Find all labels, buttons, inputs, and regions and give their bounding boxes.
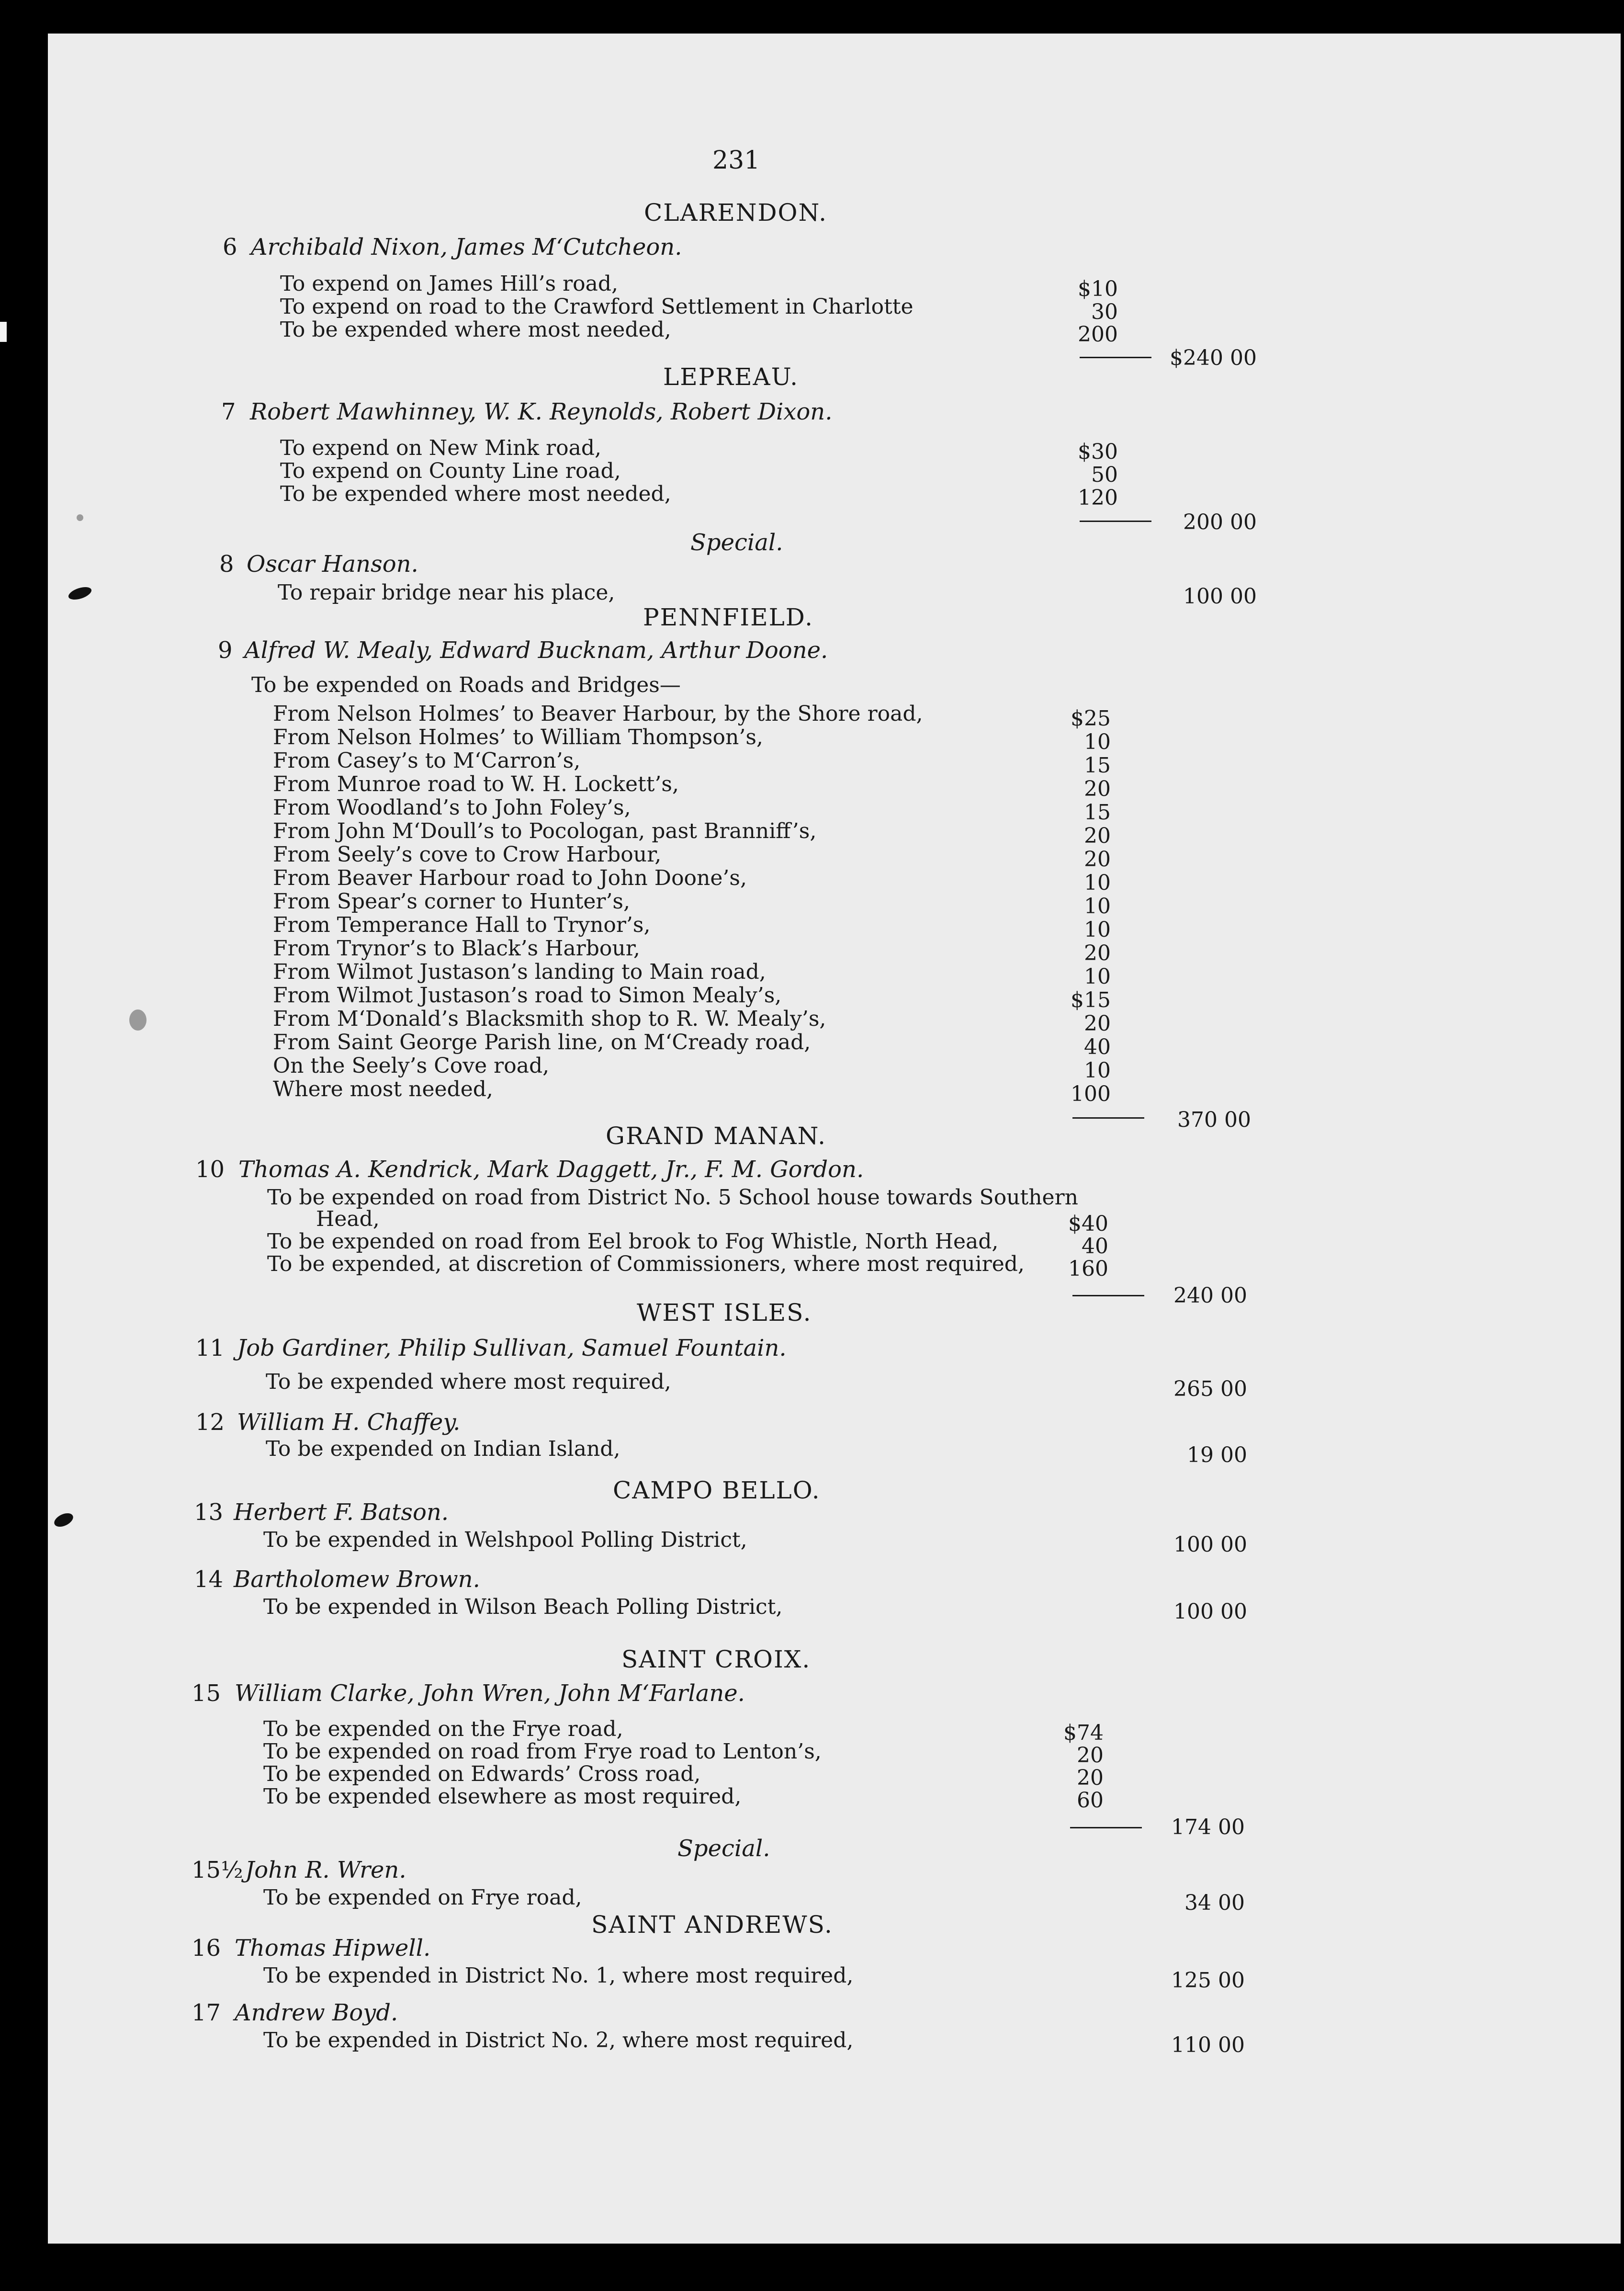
expenditure-amount: $10 [1078,277,1118,301]
entry-number: 7 [221,398,236,425]
commissioner-names: Oscar Hanson. [247,551,418,578]
entry-total: 34 00 [1184,1891,1245,1915]
commissioner-names: Bartholomew Brown. [234,1566,480,1593]
expenditure-amount: $74 [1063,1721,1104,1745]
expenditure-line: To be expended on the Frye road, [263,1717,623,1741]
expenditure-amount: 40 [1084,1035,1111,1059]
expenditure-line: From John M‘Doull’s to Pocologan, past Branniff’s, [273,819,817,843]
commissioner-names: Archibald Nixon, James M‘Cutcheon. [251,234,682,261]
expenditure-amount: 15 [1084,753,1111,778]
entry-total: 100 00 [1173,1599,1247,1624]
commissioner-names: Job Gardiner, Philip Sullivan, Samuel Fountain. [237,1335,787,1361]
expenditure-line: From Spear’s corner to Hunter’s, [273,889,631,914]
entry-number: 13 [194,1499,224,1526]
expenditure-line: From Woodland’s to John Foley’s, [273,795,631,820]
entry-number: 17 [192,1999,221,2026]
expenditure-amount: 120 [1078,486,1118,510]
expenditure-line: From M‘Donald’s Blacksmith shop to R. W. Mealy’s, [273,1007,826,1031]
roads-intro: To be expended on Roads and Bridges— [251,673,681,697]
expenditure-line: To be expended on Indian Island, [266,1437,620,1461]
expenditure-amount: 10 [1084,1058,1111,1083]
expenditure-amount: 20 [1084,941,1111,965]
expenditure-amount: 60 [1077,1788,1104,1813]
entry-number: 14 [194,1566,224,1593]
page-sheet [48,34,1621,2244]
expenditure-amount: 10 [1084,918,1111,942]
section-heading-pennfield: PENNFIELD. [643,603,813,631]
expenditure-line: To expend on County Line road, [280,459,621,483]
expenditure-line: Head, [316,1207,380,1231]
section-heading-clarendon: CLARENDON. [644,199,827,227]
expenditure-line: To expend on road to the Crawford Settlement in Charlotte [280,295,914,319]
entry-number: 12 [195,1409,225,1436]
commissioner-names: Herbert F. Batson. [234,1499,449,1526]
expenditure-amount: 20 [1084,824,1111,848]
expenditure-line: From Saint George Parish line, on M‘Cready road, [273,1030,811,1055]
expenditure-amount: 40 [1082,1234,1108,1259]
entry-number: 16 [192,1935,221,1962]
expenditure-line: To be expended where most needed, [280,482,671,506]
entry-number: 10 [195,1156,225,1183]
expenditure-line: From Nelson Holmes’ to William Thompson’s, [273,725,763,749]
commissioner-names: Thomas A. Kendrick, Mark Daggett, Jr., F. M. Gordon. [238,1156,864,1183]
expenditure-line: To expend on James Hill’s road, [280,272,619,296]
entry-total: $240 00 [1170,346,1257,370]
entry-number: 9 [218,637,233,664]
expenditure-amount: 20 [1077,1743,1104,1768]
expenditure-line: To be expended, at discretion of Commissioners, where most required, [267,1252,1025,1276]
expenditure-amount: $30 [1078,440,1118,464]
special-label: Special. [677,1835,770,1862]
entry-total: 240 00 [1173,1283,1247,1308]
section-heading-saint-croix: SAINT CROIX. [621,1645,811,1673]
commissioner-names: John R. Wren. [245,1857,406,1883]
commissioner-names: William H. Chaffey. [237,1409,461,1436]
expenditure-amount: $15 [1071,988,1111,1012]
expenditure-line: To be expended in District No. 2, where most required, [263,2028,854,2053]
section-heading-west-isles: WEST ISLES. [637,1299,812,1327]
commissioner-names: William Clarke, John Wren, John M‘Farlane. [235,1680,745,1707]
expenditure-line: To be expended in Wilson Beach Polling District, [263,1595,783,1619]
expenditure-amount: $40 [1068,1212,1108,1236]
section-heading-lepreau: LEPREAU. [663,363,799,391]
expenditure-amount: 10 [1084,871,1111,895]
expenditure-amount: 20 [1084,847,1111,872]
expenditure-amount: 20 [1084,777,1111,801]
expenditure-amount: 20 [1084,1011,1111,1036]
expenditure-line: To repair bridge near his place, [278,580,615,605]
expenditure-amount: $25 [1071,706,1111,731]
entry-total: 110 00 [1171,2033,1245,2057]
expenditure-line: On the Seely’s Cove road, [273,1054,550,1078]
expenditure-line: From Wilmot Justason’s road to Simon Mealy’s, [273,983,782,1008]
entry-number: 15 [192,1680,221,1707]
expenditure-line: From Casey’s to M‘Carron’s, [273,749,581,773]
section-heading-campo-bello: CAMPO BELLO. [613,1476,821,1504]
scan-speck [77,514,83,521]
expenditure-line: To be expended where most needed, [280,318,671,342]
entry-number: 11 [195,1335,225,1361]
expenditure-amount: 10 [1084,730,1111,754]
page-number: 231 [712,146,760,175]
expenditure-line: From Beaver Harbour road to John Doone’s, [273,866,747,890]
entry-total: 100 00 [1183,584,1257,609]
expenditure-amount: 20 [1077,1766,1104,1790]
expenditure-amount: 160 [1068,1257,1108,1281]
expenditure-amount: 10 [1084,894,1111,919]
expenditure-line: To be expended in Welshpool Polling District, [263,1528,747,1552]
section-heading-grand-manan: GRAND MANAN. [606,1122,827,1150]
entry-total: 200 00 [1183,510,1257,534]
expenditure-amount: 100 [1071,1082,1111,1106]
expenditure-line: To be expended elsewhere as most required, [263,1784,742,1809]
expenditure-line: To be expended on road from District No. 5 School house towards Southern [267,1185,1078,1210]
entry-number: 15½ [192,1857,243,1883]
entry-number: 6 [223,234,237,261]
expenditure-line: From Wilmot Justason’s landing to Main road, [273,960,766,984]
special-label: Special. [690,529,783,556]
commissioner-names: Robert Mawhinney, W. K. Reynolds, Robert Dixon. [250,398,833,425]
expenditure-line: To be expended on road from Frye road to Lenton’s, [263,1739,822,1764]
entry-total: 125 00 [1171,1968,1245,1993]
expenditure-amount: 10 [1084,964,1111,989]
expenditure-line: To be expended on Edwards’ Cross road, [263,1762,701,1786]
entry-total: 370 00 [1177,1108,1251,1132]
scan-edge-mark [0,322,7,342]
entry-total: 174 00 [1171,1815,1245,1839]
expenditure-line: To be expended where most required, [266,1370,671,1394]
scan-speck [129,1009,147,1031]
expenditure-amount: 15 [1084,800,1111,825]
commissioner-names: Andrew Boyd. [235,1999,398,2026]
expenditure-line: To be expended in District No. 1, where most required, [263,1963,854,1988]
expenditure-line: Where most needed, [273,1077,493,1101]
expenditure-line: To be expended on Frye road, [263,1885,582,1910]
expenditure-line: From Temperance Hall to Trynor’s, [273,913,651,937]
expenditure-amount: 30 [1091,300,1118,324]
expenditure-line: From Seely’s cove to Crow Harbour, [273,842,662,867]
expenditure-line: From Trynor’s to Black’s Harbour, [273,936,640,961]
entry-number: 8 [219,551,234,578]
commissioner-names: Alfred W. Mealy, Edward Bucknam, Arthur Doone. [244,637,828,664]
expenditure-line: From Nelson Holmes’ to Beaver Harbour, by the Shore road, [273,702,923,726]
section-heading-saint-andrews: SAINT ANDREWS. [591,1911,833,1939]
expenditure-line: To expend on New Mink road, [280,436,601,460]
expenditure-amount: 50 [1091,463,1118,487]
commissioner-names: Thomas Hipwell. [235,1935,431,1962]
entry-total: 265 00 [1173,1377,1247,1401]
expenditure-amount: 200 [1078,322,1118,347]
entry-total: 19 00 [1187,1443,1247,1467]
expenditure-line: To be expended on road from Eel brook to Fog Whistle, North Head, [267,1229,999,1254]
expenditure-line: From Munroe road to W. H. Lockett’s, [273,772,679,796]
entry-total: 100 00 [1173,1532,1247,1557]
